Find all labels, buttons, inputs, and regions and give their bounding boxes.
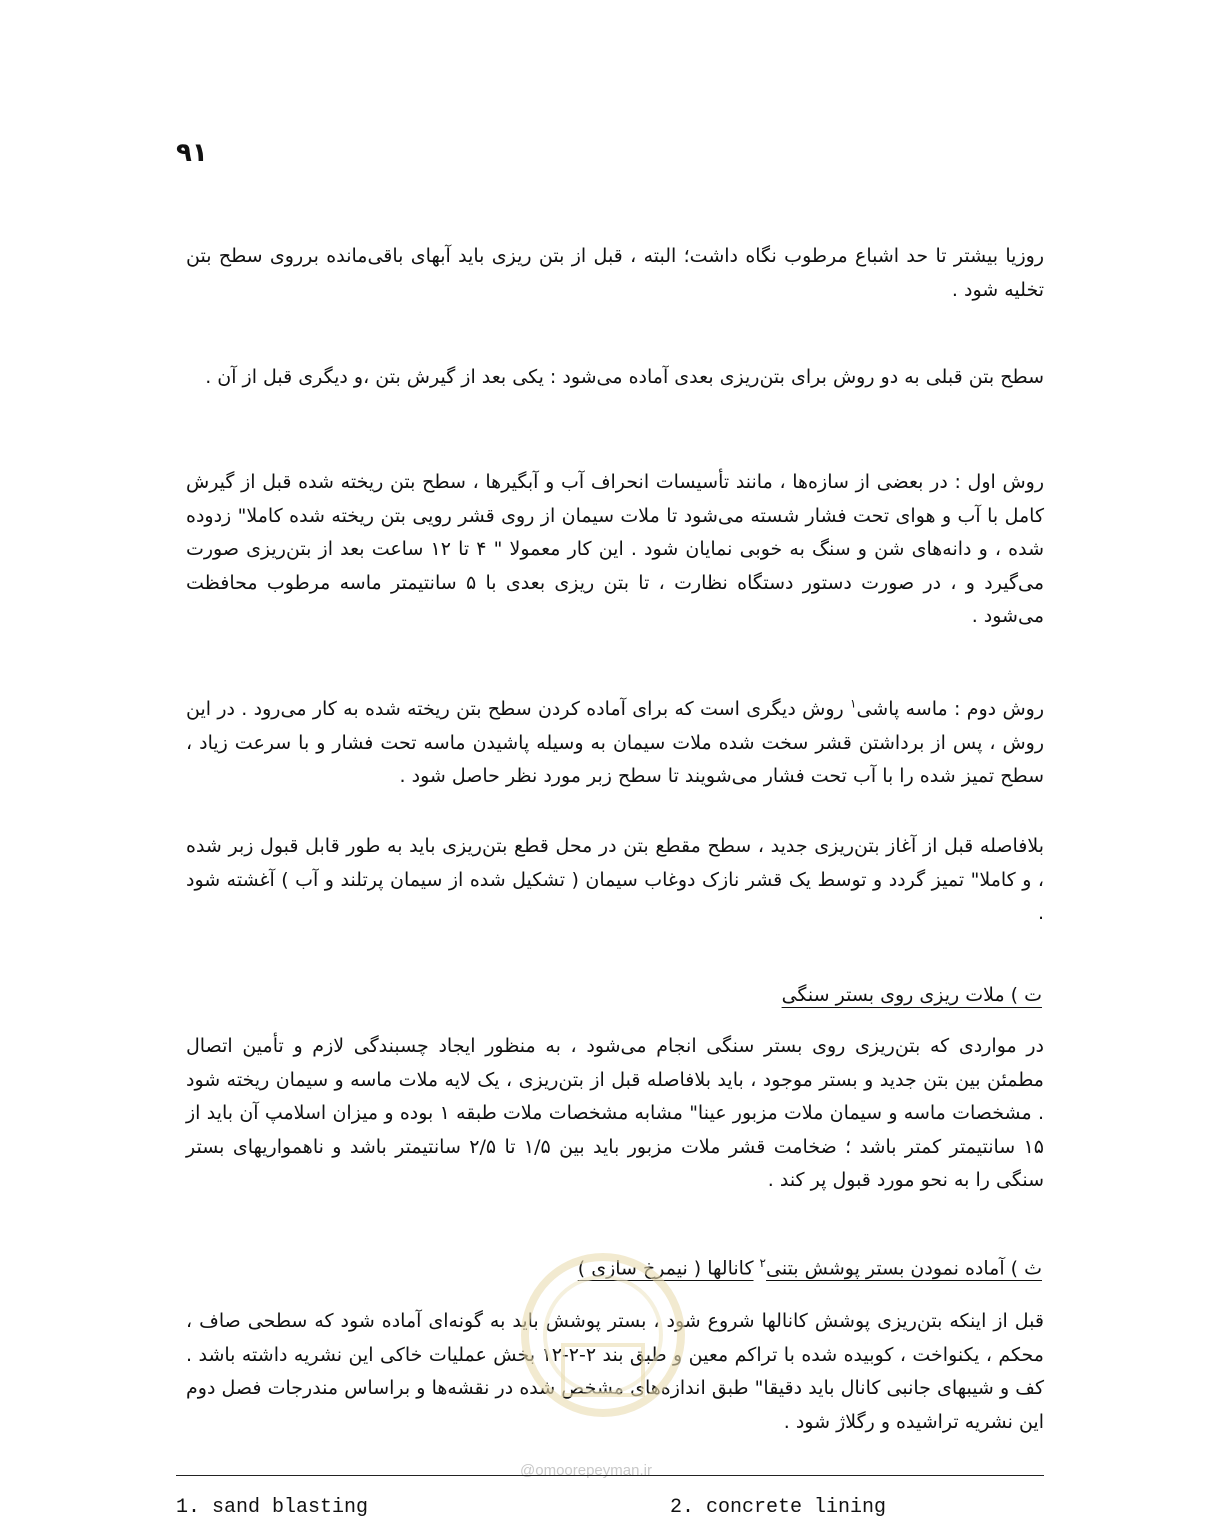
footnote-rule xyxy=(176,1475,1044,1476)
heading-lining-main: ث ) آماده نمودن بستر پوشش بتنی xyxy=(766,1257,1042,1280)
watermark-text: @omoorepeyman.ir xyxy=(520,1462,652,1479)
paragraph-intro: روزیا بیشتر تا حد اشباع مرطوب نگاه داشت؛ البته ، قبل از بتن ریزی باید آبهای باقی‌مانده برروی سطح بتن تخلیه شود . xyxy=(186,245,1044,301)
heading-lining-rest: کانالها ( نیمرخ سازی ) xyxy=(577,1257,754,1280)
paragraph-method-two xyxy=(186,688,1044,794)
paragraph-lining-prep: قبل از اینکه بتن‌ریزی پوشش کانالها شروع شود ، بستر پوشش باید به گونه‌ای آماده شود که سطحی صاف ، محکم ، یکنواخت ، کوبیده شده با تراکم معین و طبق بند ۲-۲-۱۲ بخش عملیات خاکی این نشریه داشته باشد . کف و شیبهای جانبی کانال باید دقیقا" طبق اندازه‌های مشخص شده در نقشه‌ها و براساس مندرجات فصل دوم این نشریه تراشیده و رگلاژ شود . xyxy=(186,1310,1044,1433)
heading-mortar-on-rock xyxy=(782,980,1042,1010)
paragraph-before-pour: بلافاصله قبل از آغاز بتن‌ریزی جدید ، سطح مقطع بتن در محل قطع بتن‌ریزی باید به طور قابل قبول زبر شده ، و کاملا" تمیز گردد و توسط یک قشر نازک دوغاب سیمان ( تشکیل شده از سیمان پرتلند و آب ) آغشته شود . xyxy=(186,835,1044,924)
footnote-mark-2: ۲ xyxy=(759,1256,766,1270)
method-two-text: روش دوم : ماسه پاشی$^۱$ روش دیگری است که برای آماده کردن سطح بتن ریخته شده به کار می‌رود . در این روش ، پس از برداشتن قشر سخت شده ملات سیمان به وسیله پاشیدن ماسه تحت فشار و با سرعت زیاد ، سطح تمیز شده را با آب تحت فشار می‌شویند تا سطح زبر مورد نظر حاصل شود . xyxy=(186,697,1044,788)
footnote-mark-1: ۱ xyxy=(850,697,857,711)
footnote-1: 1. sand blasting xyxy=(176,1496,369,1519)
paragraph-two-methods: سطح بتن قبلی به دو روش برای بتن‌ریزی بعدی آماده می‌شود : یکی بعد از گیرش بتن ،و دیگری قبل از آن . xyxy=(205,366,1044,388)
footnote-2: 2. concrete lining xyxy=(670,1496,887,1519)
page-number: ۹۱ xyxy=(176,138,208,168)
watermark-seal-icon xyxy=(518,1250,688,1450)
heading-mortar-text: ت ) ملات ریزی روی بستر سنگی xyxy=(781,984,1042,1006)
paragraph-method-one: روش اول : در بعضی از سازه‌ها ، مانند تأسیسات انحراف آب و آبگیرها ، سطح بتن ریخته شده قبل از گیرش کامل با آب و هوای تحت فشار شسته می‌شود تا ملات سیمان از روی قشر رویی بتن ریخته شده کاملا" زدوده شده ، و دانه‌های شن و سنگ به خوبی نمایان شود . این کار معمولا " ۴ تا ۱۲ ساعت بعد از بتن‌ریزی صورت می‌گیرد و ، در صورت دستور دستگاه نظارت ، تا بتن ریزی بعدی با ۵ سانتیمتر ماسه مرطوب محافظت می‌شود . xyxy=(186,471,1044,627)
paragraph-rock-bed-mortar: در مواردی که بتن‌ریزی روی بستر سنگی انجام می‌شود ، به منظور ایجاد چسبندگی لازم و تأمین اتصال مطمئن بین بتن جدید و بستر موجود ، باید بلافاصله قبل از بتن‌ریزی ، یک لایه ملات ماسه و سیمان ریخته شود . مشخصات ماسه و سیمان ملات مزبور عینا" مشابه مشخصات ملات طبقه ۱ بوده و میزان اسلامپ آن باید از ۱۵ سانتیمتر کمتر باشد ؛ ضخامت قشر ملات مزبور باید بین ۱/۵ تا ۲/۵ سانتیمتر باشد و ناهمواریهای بستر سنگی را به نحو مورد قبول پر کند . xyxy=(186,1035,1045,1191)
